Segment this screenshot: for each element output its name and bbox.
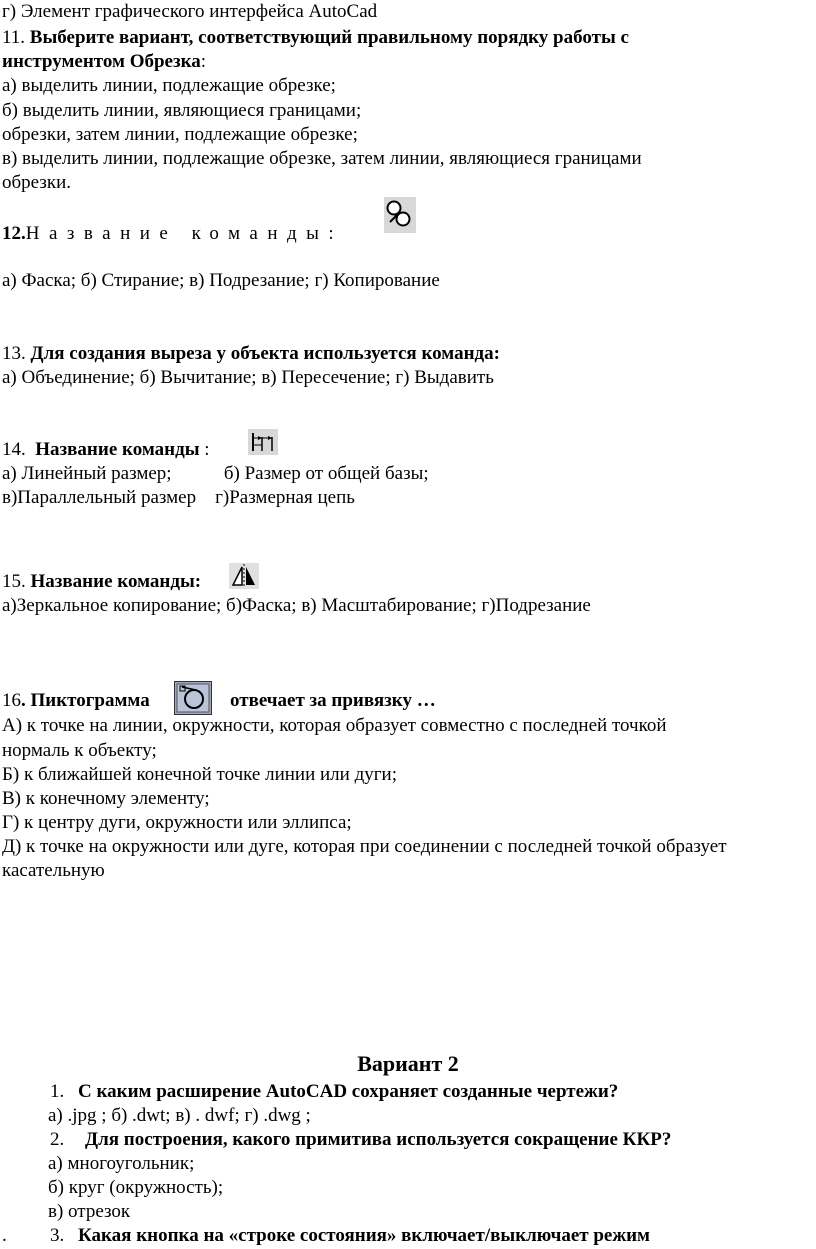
question-16-cont xyxy=(230,689,436,713)
q16-title-1: . Пиктограмма xyxy=(21,690,150,711)
v2-q2-option-b: б) круг (окружность); xyxy=(48,1177,224,1198)
q11-number: 11. xyxy=(2,27,26,48)
line-option-g: г) Элемент графического интерфейса AutoCad xyxy=(2,1,378,22)
v2-q1-text: С каким расширение AutoCAD сохраняет созданные чертежи? xyxy=(78,1081,619,1102)
q12-title: Название команды: xyxy=(25,223,344,244)
v2-q1-number: 1. xyxy=(50,1081,65,1102)
copy-icon xyxy=(384,197,416,233)
q16-option-a-cont: нормаль к объекту; xyxy=(2,740,157,761)
q14-answers-1: а) Линейный размер; б) Размер от общей базы; xyxy=(2,463,429,484)
q15-answers: а)Зеркальное копирование; б)Фаска; в) Масштабирование; г)Подрезание xyxy=(2,595,591,616)
q13-answers: а) Объединение; б) Вычитание; в) Пересечение; г) Выдавить xyxy=(2,367,494,388)
v2-q2-text: Для построения, какого примитива используется сокращение ККР? xyxy=(85,1129,672,1150)
v2-q2-option-c: в) отрезок xyxy=(48,1201,131,1222)
q11-title: Выберите вариант, соответствующий правильному порядку работы с xyxy=(29,27,629,48)
question-12 xyxy=(2,222,343,246)
question-14 xyxy=(2,438,210,462)
q15-number: 15. xyxy=(2,571,26,592)
q16-option-c: В) к конечному элементу; xyxy=(2,788,210,809)
v2-q2-option-a: а) многоугольник; xyxy=(48,1153,195,1174)
q12-answers: а) Фаска; б) Стирание; в) Подрезание; г) Копирование xyxy=(2,270,440,291)
v2-q2-title xyxy=(85,1128,671,1152)
q14-colon: : xyxy=(204,439,210,460)
v2-q1-answers: а) .jpg ; б) .dwt; в) . dwf; г) .dwg ; xyxy=(48,1105,311,1126)
q12-number: 12. xyxy=(2,223,26,244)
question-11-line1 xyxy=(2,26,629,50)
q13-number: 13. xyxy=(2,343,26,364)
q14-title: Название команды xyxy=(35,439,200,460)
q14-number: 14. xyxy=(2,439,26,460)
q16-number: 16 xyxy=(2,690,21,711)
mirror-icon xyxy=(229,563,259,589)
q11-option-a: а) выделить линии, подлежащие обрезке; xyxy=(2,75,336,96)
q11-colon: : xyxy=(200,51,207,72)
v2-q1-title xyxy=(78,1080,618,1104)
q11-option-b-cont: обрезки, затем линии, подлежащие обрезке; xyxy=(2,124,358,145)
q11-option-b: б) выделить линии, являющиеся границами; xyxy=(2,100,362,121)
q16-option-e: Д) к точке на окружности или дуге, которая при соединении с последней точкой образует xyxy=(2,836,727,857)
q16-title-2: отвечает за привязку … xyxy=(230,690,436,711)
v2-q3-text: Какая кнопка на «строке состояния» включает/выключает режим xyxy=(78,1225,650,1246)
q16-option-a: А) к точке на линии, окружности, которая образует совместно с последней точкой xyxy=(2,715,667,736)
q16-option-d: Г) к центру дуги, окружности или эллипса; xyxy=(2,812,352,833)
v2-q3-marker: . xyxy=(2,1225,7,1246)
v2-q3-number: 3. xyxy=(50,1225,65,1246)
q16-option-b: Б) к ближайшей конечной точке линии или дуги; xyxy=(2,764,397,785)
q15-title: Название команды: xyxy=(30,571,202,592)
question-11-line2 xyxy=(2,50,206,74)
q11-option-c-cont: обрезки. xyxy=(2,172,71,193)
v2-q3-title xyxy=(78,1224,650,1248)
q11-option-c: в) выделить линии, подлежащие обрезке, затем линии, являющиеся границами xyxy=(2,148,642,169)
dimension-chain-icon xyxy=(248,429,278,455)
v2-q2-number: 2. xyxy=(50,1129,65,1150)
question-13 xyxy=(2,342,500,366)
q14-answers-2: в)Параллельный размер г)Размерная цепь xyxy=(2,487,355,508)
q16-option-e-cont: касательную xyxy=(2,860,105,881)
question-15 xyxy=(2,570,201,594)
question-16 xyxy=(2,689,150,713)
variant-2-title: Вариант 2 xyxy=(357,1051,459,1076)
q11-title-2: инструментом Обрезка xyxy=(2,51,201,72)
q13-title: Для создания выреза у объекта используется команда: xyxy=(30,343,500,364)
snap-tangent-icon xyxy=(174,681,212,715)
